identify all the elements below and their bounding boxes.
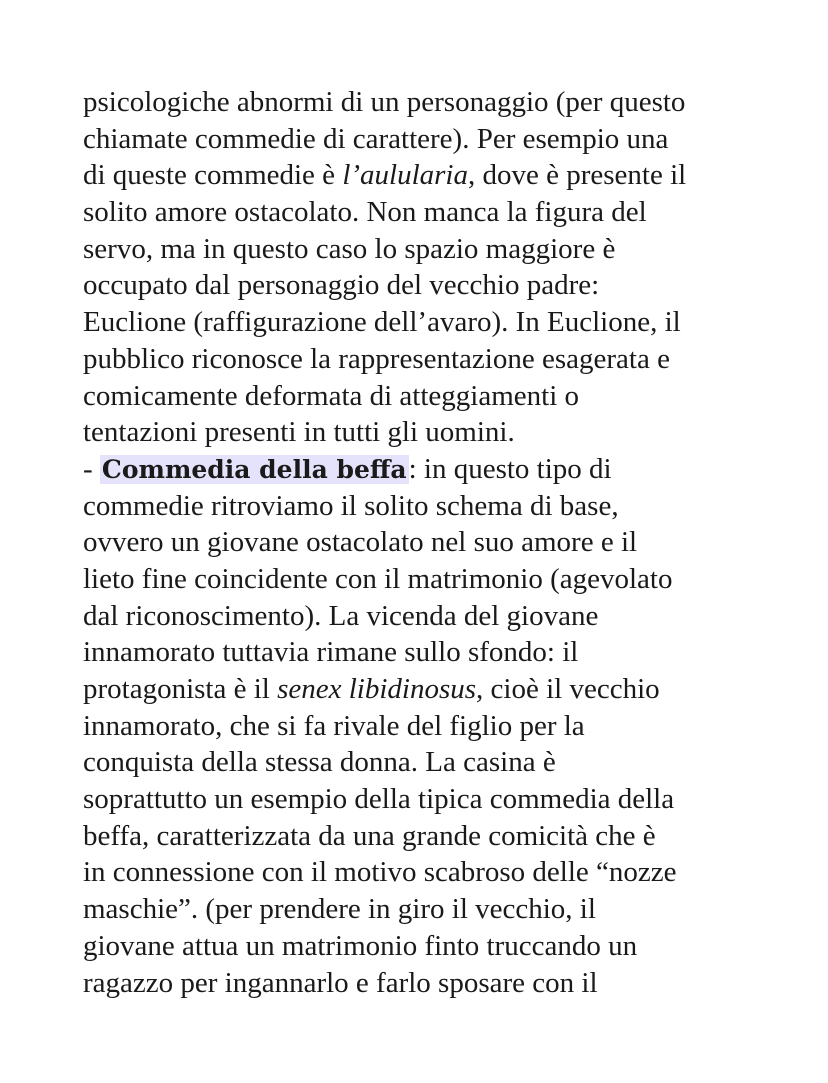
text-segment: di queste commedie è xyxy=(83,159,343,192)
text-line: tentazioni presenti in tutti gli uomini. xyxy=(83,416,515,449)
italic-title-aulularia: l’aulularia xyxy=(342,159,468,192)
text-line: beffa, caratterizzata da una grande comicità che è xyxy=(83,819,656,852)
text-segment: protagonista è il xyxy=(83,673,278,705)
paragraph-avarizia xyxy=(83,84,763,451)
italic-term-senex: senex libidinosus xyxy=(277,673,477,705)
paragraph-commedia-beffa xyxy=(83,451,763,1001)
text-line: soprattutto un esempio della tipica commedia della xyxy=(83,783,675,816)
text-line: psicologiche abnormi di un personaggio (per questo xyxy=(83,86,686,118)
text-line: solito amore ostacolato. Non manca la figura del xyxy=(83,196,647,229)
text-line: occupato dal personaggio del vecchio padre: xyxy=(83,269,600,302)
text-line: servo, ma in questo caso lo spazio maggiore è xyxy=(83,232,616,265)
text-segment: , dove è presente il xyxy=(467,159,687,192)
document-page xyxy=(83,84,763,1001)
bullet-dash: - xyxy=(83,452,100,485)
text-line xyxy=(83,671,763,708)
text-line: lieto fine coincidente con il matrimonio (agevolato xyxy=(83,562,673,595)
text-line: innamorato tuttavia rimane sullo sfondo: il xyxy=(83,636,579,669)
text-line: conquista della stessa donna. La casina è xyxy=(83,746,556,779)
highlighted-heading: Commedia della beffa xyxy=(101,454,407,484)
text-line: giovane attua un matrimonio finto truccando un xyxy=(83,929,638,962)
text-line: ovvero un giovane ostacolato nel suo amore e il xyxy=(83,526,638,559)
text-line xyxy=(83,157,763,194)
text-line: maschie”. (per prendere in giro il vecchio, il xyxy=(83,893,596,926)
text-line: Euclione (raffigurazione dell’avaro). In Euclione, il xyxy=(83,306,681,339)
text-line xyxy=(83,451,763,488)
text-line: commedie ritroviamo il solito schema di base, xyxy=(83,489,619,522)
text-line: in connessione con il motivo scabroso delle “nozze xyxy=(83,856,677,889)
text-line: pubblico riconosce la rappresentazione esagerata e xyxy=(83,342,670,375)
text-line: ragazzo per ingannarlo e farlo sposare con il xyxy=(83,966,598,999)
text-line: chiamate commedie di carattere). Per esempio una xyxy=(83,122,669,155)
text-line: comicamente deformata di atteggiamenti o xyxy=(83,379,580,412)
text-segment: , cioè il vecchio xyxy=(476,673,660,705)
text-segment: : in questo tipo di xyxy=(408,452,612,485)
text-line: innamorato, che si fa rivale del figlio per la xyxy=(83,709,585,742)
text-line: dal riconoscimento). La vicenda del giovane xyxy=(83,599,599,632)
